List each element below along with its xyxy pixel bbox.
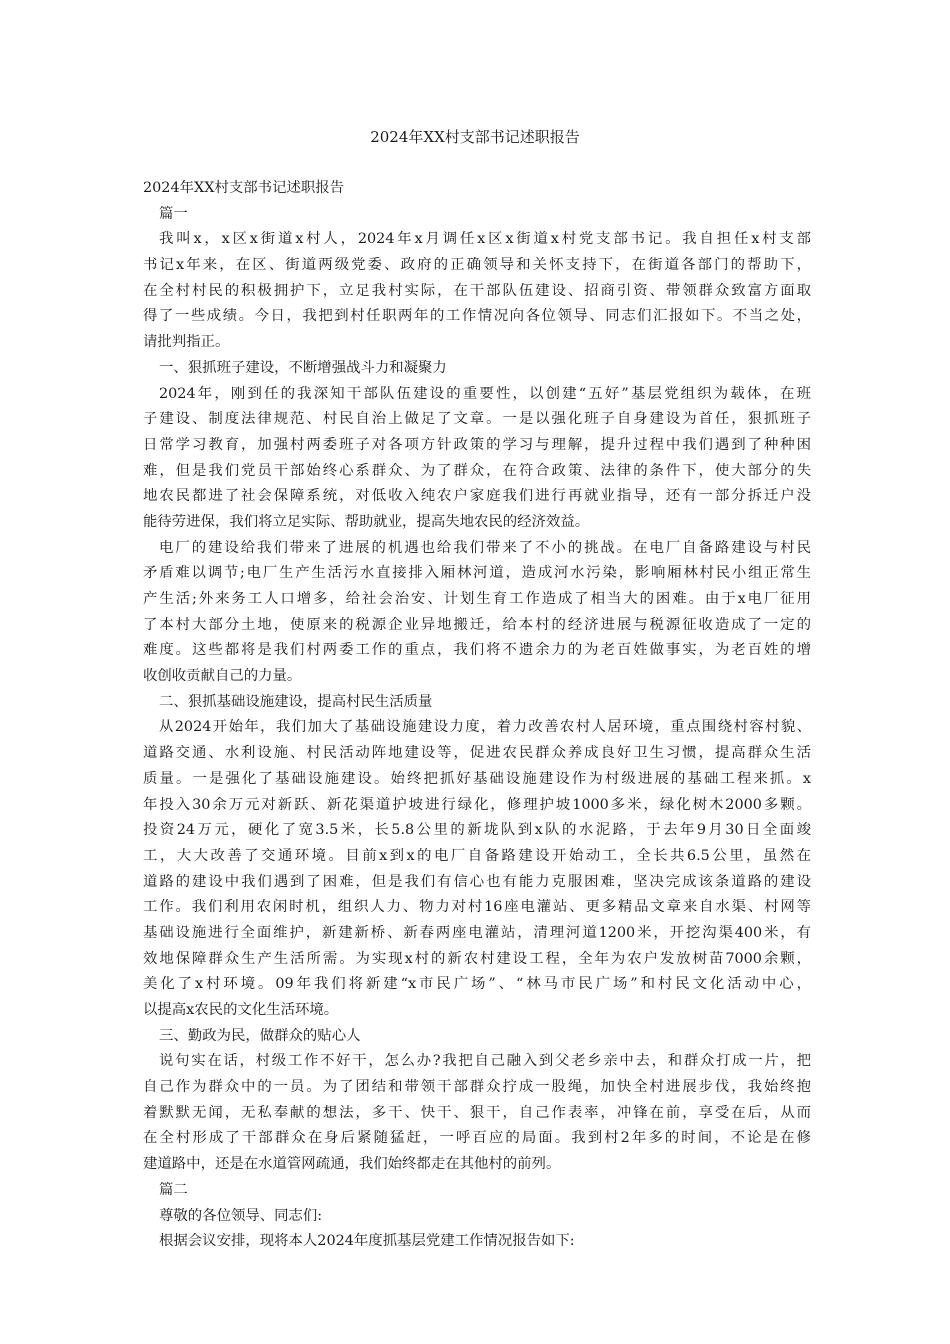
- paragraph-line: 收创收贡献自己的力量。: [143, 668, 302, 685]
- paragraph-line: 在全村村民的积极拥护下，立足我村实际，在干部队伍建设、招商引资、带领群众致富方面取: [143, 282, 811, 299]
- paragraph-line: 道路交通、水利设施、村民活动阵地建设等，促进农民群众养成良好卫生习惯，提高群众生活: [143, 745, 811, 762]
- paragraph-line: 难，但是我们党员干部始终心系群众、为了群众，在符合政策、法律的条件下，使大部分的失: [143, 462, 811, 479]
- document-title: 2024年XX村支部书记述职报告: [370, 128, 580, 146]
- paragraph-line: 工，大大改善了交通环境。目前x到x的电厂自备路建设开始动工，全长共6.5公里，虽然在: [143, 847, 811, 864]
- paragraph-line: 子建设、制度法律规范、村民自治上做足了文章。一是以强化班子自身建设为首任，狠抓班子: [143, 411, 811, 428]
- document-body: [143, 176, 811, 1255]
- paragraph-line: 说句实在话，村级工作不好干，怎么办?我把自己融入到父老乡亲中去，和群众打成一片，把: [159, 1053, 811, 1070]
- paragraph-line: 我叫x，x区x街道x村人，2024年x月调任x区x街道x村党支部书记。我自担任x村支部: [159, 231, 811, 248]
- section-label-pian-1: 篇一: [159, 205, 188, 222]
- paragraph-line: 矛盾难以调节;电厂生产生活污水直接排入厢林河道，造成河水污染，影响厢林村民小组正常生: [143, 565, 811, 582]
- paragraph-line: 地农民都进了社会保障系统，对低收入纯农户家庭我们进行再就业指导，还有一部分拆迁户没: [143, 488, 811, 505]
- section-label-pian-2: 篇二: [159, 1181, 188, 1198]
- paragraph-line: 2024年，刚到任的我深知干部队伍建设的重要性，以创建“五好”基层党组织为载体，在班: [159, 385, 811, 402]
- section-heading-1: 一、狠抓班子建设，不断增强战斗力和凝聚力: [159, 359, 447, 376]
- paragraph-line: 产生活;外来务工人口增多，给社会治安、计划生育工作造成了相当大的困难。由于x电厂征用: [143, 591, 811, 607]
- paragraph-line: 着默默无闻，无私奉献的想法，多干、快干、狠干，自己作表率，冲锋在前，享受在后，从而: [143, 1104, 811, 1121]
- body-heading: 2024年XX村支部书记述职报告: [143, 180, 345, 196]
- paragraph-line: 在全村形成了干部群众在身后紧随猛赶，一呼百应的局面。我到村2年多的时间，不论是在修: [143, 1130, 811, 1147]
- salutation: 尊敬的各位领导、同志们:: [159, 1207, 323, 1224]
- paragraph-line: 了本村大部分土地，使原来的税源企业异地搬迁，给本村的经济进展与税源征收造成了一定的: [143, 616, 811, 633]
- paragraph-line: 工作。我们利用农闲时机，组织人力、物力对村16座电灌站、更多精品文章来自水渠、村网等: [143, 899, 811, 916]
- paragraph-line: 根据会议安排，现将本人2024年度抓基层党建工作情况报告如下:: [159, 1233, 575, 1250]
- section-heading-3: 三、勤政为民，做群众的贴心人: [159, 1027, 361, 1044]
- paragraph-line: 道路的建设中我们遇到了困难，但是我们有信心也有能力克服困难，坚决完成该条道路的建设: [143, 873, 811, 890]
- paragraph-line: 年投入30余万元对新跃、新花渠道护坡进行绿化，修理护坡1000多米，绿化树木2000多颗。: [143, 796, 811, 813]
- paragraph-line: 能待劳进保，我们将立足实际、帮助就业，提高失地农民的经济效益。: [143, 513, 590, 530]
- paragraph-line: 自己作为群众中的一员。为了团结和带领干部群众拧成一股绳，加快全村进展步伐，我始终抱: [143, 1079, 811, 1096]
- paragraph-line: 质量。一是强化了基础设施建设。始终把抓好基础设施建设作为村级进展的基础工程来抓。x: [143, 770, 811, 787]
- paragraph-line: 美化了x村环境。09年我们将新建“x市民广场”、“林马市民广场”和村民文化活动中心，: [143, 976, 811, 993]
- paragraph-line: 效地保障群众生产生活所需。为实现x村的新农村建设工程，全年为农户发放树苗7000余颗，: [143, 950, 811, 967]
- paragraph-line: 难度。这些都将是我们村两委工作的重点，我们将不遗余力的为老百姓做事实，为老百姓的增: [143, 642, 811, 659]
- paragraph-line: 以提高x农民的文化生活环境。: [143, 1002, 339, 1018]
- paragraph-line: 基础设施进行全面维护，新建新桥、新春两座电灌站，清理河道1200米，开挖沟渠400米，有: [143, 924, 811, 941]
- section-heading-2: 二、狠抓基础设施建设，提高村民生活质量: [159, 693, 433, 710]
- paragraph-line: 建道路中，还是在水道管网疏通，我们始终都走在其他村的前列。: [143, 1156, 561, 1173]
- paragraph-line: 从2024开始年，我们加大了基础设施建设力度，着力改善农村人居环境，重点围绕村容村貌、: [159, 719, 811, 736]
- paragraph-line: 请批判指正。: [143, 334, 230, 351]
- paragraph-line: 得了一些成绩。今日，我把到村任职两年的工作情况向各位领导、同志们汇报如下。不当之处，: [143, 308, 811, 325]
- paragraph-line: 书记x年来，在区、街道两级党委、政府的正确领导和关怀支持下，在街道各部门的帮助下，: [143, 257, 811, 274]
- paragraph-line: 电厂的建设给我们带来了进展的机遇也给我们带来了不小的挑战。在电厂自备路建设与村民: [159, 539, 811, 556]
- paragraph-line: 投资24万元，硬化了宽3.5米，长5.8公里的新垅队到x队的水泥路，于去年9月30日全面竣: [143, 822, 811, 839]
- paragraph-line: 日常学习教育，加强村两委班子对各项方针政策的学习与理解，提升过程中我们遇到了种种困: [143, 436, 811, 453]
